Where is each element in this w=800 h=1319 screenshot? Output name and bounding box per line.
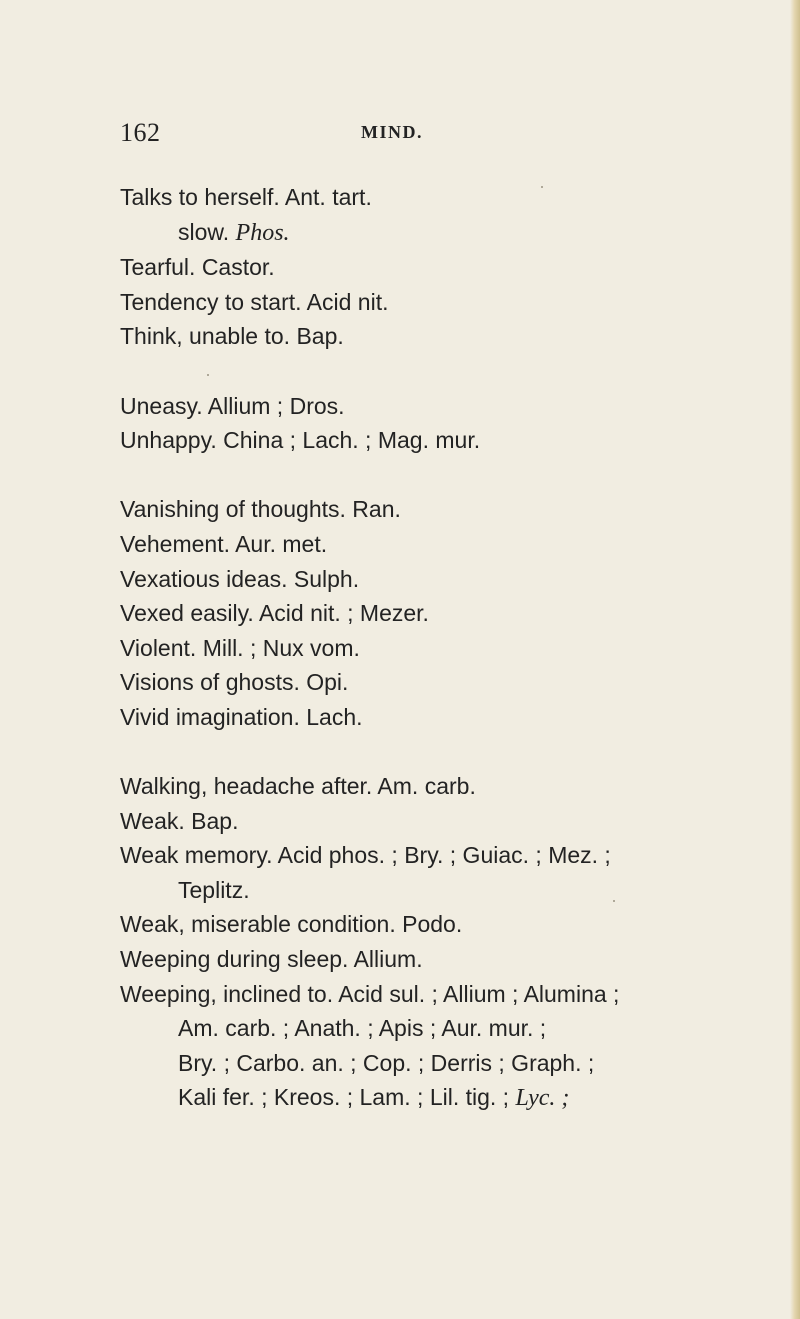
entry-line xyxy=(120,423,760,458)
entry-continuation-line xyxy=(120,873,760,908)
entry-text: Weeping during sleep. Allium. xyxy=(120,946,423,973)
entry-line xyxy=(120,250,760,285)
entry-text: Weak, miserable condition. Podo. xyxy=(120,911,463,938)
entry-line xyxy=(120,838,760,873)
entry-line xyxy=(120,180,760,215)
entry-text: Weak memory. Acid phos. ; Bry. ; Guiac. ; Mez. ; xyxy=(120,842,611,869)
entry-continuation-line xyxy=(120,1080,760,1116)
entry-line xyxy=(120,700,760,735)
entry-text: Weak. Bap. xyxy=(120,807,239,834)
entry-text: Vexed easily. Acid nit. ; Mezer. xyxy=(120,600,429,627)
entry-line xyxy=(120,527,760,562)
entry-text: Unhappy. China ; Lach. ; Mag. mur. xyxy=(120,427,481,454)
paper-speck xyxy=(541,186,543,188)
entry-text: Kali fer. ; Kreos. ; Lam. ; Lil. tig. ; xyxy=(178,1084,516,1111)
entry-line xyxy=(120,492,760,527)
entry-line xyxy=(120,907,760,942)
entry-line xyxy=(120,769,760,804)
entry-text: Vexatious ideas. Sulph. xyxy=(120,565,360,592)
entry-continuation-line xyxy=(120,1011,760,1046)
index-entries xyxy=(120,180,760,1116)
entry-text: Vanishing of thoughts. Ran. xyxy=(120,496,401,523)
page-edge-shadow xyxy=(790,0,800,1319)
entry-text: Vivid imagination. Lach. xyxy=(120,703,363,730)
entry-italic-remedy: Lyc. ; xyxy=(515,1085,570,1112)
page-number: 162 xyxy=(120,118,161,147)
entry-line xyxy=(120,562,760,597)
entry-text: Bry. ; Carbo. an. ; Cop. ; Derris ; Graph. ; xyxy=(178,1049,595,1076)
entry-line xyxy=(120,665,760,700)
entry-text: Teplitz. xyxy=(178,876,250,903)
entry-text: Am. carb. ; Anath. ; Apis ; Aur. mur. ; xyxy=(178,1015,547,1042)
entry-line xyxy=(120,319,760,354)
entry-text: Tearful. Castor. xyxy=(120,254,275,281)
entry-text: Uneasy. Allium ; Dros. xyxy=(120,392,345,419)
entry-text: Weeping, inclined to. Acid sul. ; Allium ; Alumina ; xyxy=(120,980,620,1007)
entry-text: Walking, headache after. Am. carb. xyxy=(120,773,476,800)
entry-text: Violent. Mill. ; Nux vom. xyxy=(120,634,360,661)
entry-text: Think, unable to. Bap. xyxy=(120,323,344,350)
entry-italic-remedy: Phos. xyxy=(235,219,290,246)
entry-line xyxy=(120,942,760,977)
page-header xyxy=(120,118,720,154)
entry-line xyxy=(120,285,760,320)
entry-line xyxy=(120,977,760,1012)
entry-line xyxy=(120,389,760,424)
entry-continuation-line xyxy=(120,1046,760,1081)
entry-line xyxy=(120,804,760,839)
entry-continuation-line xyxy=(120,215,760,251)
entry-text: Talks to herself. Ant. tart. xyxy=(120,184,372,210)
entry-line xyxy=(120,631,760,666)
entry-line xyxy=(120,596,760,631)
running-head: MIND. xyxy=(361,122,423,142)
paper-speck xyxy=(613,900,615,902)
entry-text: Tendency to start. Acid nit. xyxy=(120,288,389,315)
entry-text: slow. xyxy=(178,218,236,245)
entry-text: Visions of ghosts. Opi. xyxy=(120,669,349,696)
paper-speck xyxy=(207,374,209,376)
entry-text: Vehement. Aur. met. xyxy=(120,530,328,557)
